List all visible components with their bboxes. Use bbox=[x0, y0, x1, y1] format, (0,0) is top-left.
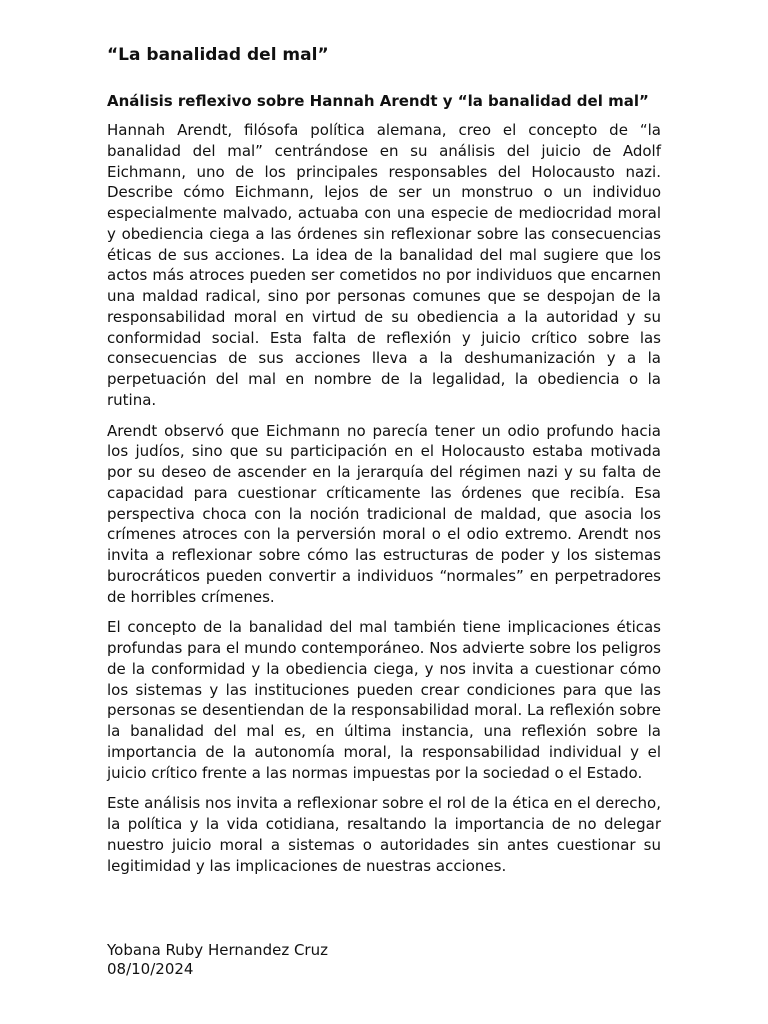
document-body bbox=[107, 44, 661, 876]
document-footer bbox=[107, 941, 328, 979]
document-title: “La banalidad del mal” bbox=[107, 45, 329, 65]
document-subtitle: Análisis reflexivo sobre Hannah Arendt y “la banalidad del mal” bbox=[107, 92, 649, 110]
paragraph-2: Arendt observó que Eichmann no parecía tener un odio profundo hacia los judíos, sino que su participación en el Holocausto estaba motivada por su deseo de ascender en la jerarquía del régimen nazi y su falta de capacidad para cuestionar críticamente las órdenes que recibía. Esa perspectiva choca con la noción tradicional de maldad, que asocia los crímenes atroces con la perversión moral o el odio extremo. Arendt nos invita a reflexionar sobre cómo las estructuras de poder y los sistemas burocráticos pueden convertir a individuos “normales” en perpetradores de horribles crímenes. bbox=[107, 421, 661, 606]
paragraph-3: El concepto de la banalidad del mal también tiene implicaciones éticas profundas para el mundo contemporáneo. Nos advierte sobre los peligros de la conformidad y la obediencia ciega, y nos invita a cuestionar cómo los sistemas y las instituciones pueden crear condiciones para que las personas se desentiendan de la responsabilidad moral. La reflexión sobre la banalidad del mal es, en última instancia, una reflexión sobre la importancia de la autonomía moral, la responsabilidad individual y el juicio crítico frente a las normas impuestas por la sociedad o el Estado. bbox=[107, 618, 661, 782]
paragraph-4: Este análisis nos invita a reflexionar sobre el rol de la ética en el derecho, la política y la vida cotidiana, resaltando la importancia de no delegar nuestro juicio moral a sistemas o autoridades sin antes cuestionar su legitimidad y las implicaciones de nuestras acciones. bbox=[107, 794, 661, 875]
document-date: 08/10/2024 bbox=[107, 960, 194, 978]
author-name: Yobana Ruby Hernandez Cruz bbox=[107, 941, 328, 959]
paragraph-1: Hannah Arendt, filósofa política alemana, creo el concepto de “la banalidad del mal” centrándose en su análisis del juicio de Adolf Eichmann, uno de los principales responsables del Holocausto nazi. Describe cómo Eichmann, lejos de ser un monstruo o un individuo especialmente malvado, actuaba con una especie de mediocridad moral y obediencia ciega a las órdenes sin reflexionar sobre las consecuencias éticas de sus acciones. La idea de la banalidad del mal sugiere que los actos más atroces pueden ser cometidos no por individuos que encarnen una maldad radical, sino por personas comunes que se despojan de la responsabilidad moral en virtud de su obediencia a la autoridad y su conformidad social. Esta falta de reflexión y juicio crítico sobre las consecuencias de sus acciones lleva a la deshumanización y a la perpetuación del mal en nombre de la legalidad, la obediencia o la rutina. bbox=[107, 121, 661, 409]
